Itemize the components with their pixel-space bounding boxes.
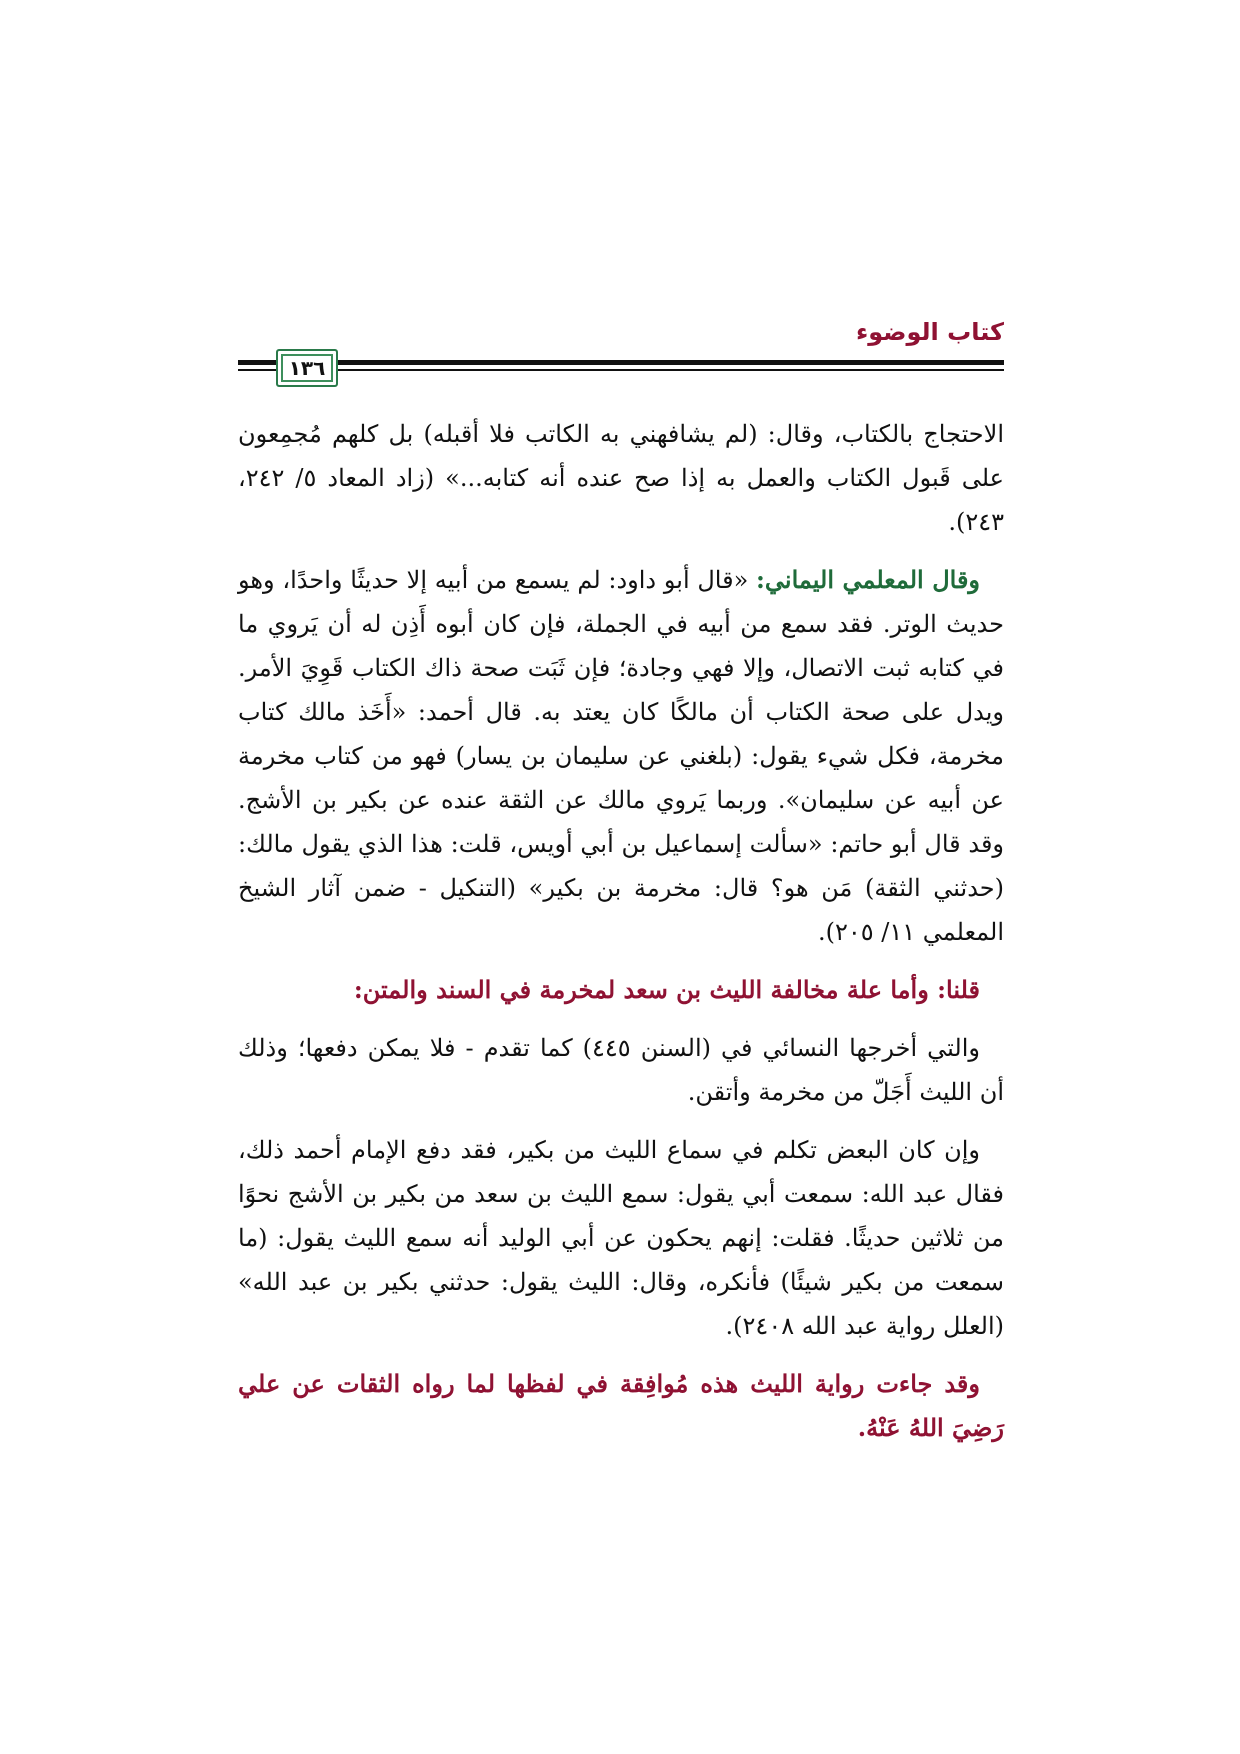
body-text <box>238 412 1004 1464</box>
paragraph-3: والتي أخرجها النسائي في (السنن ٤٤٥) كما تقدم - فلا يمكن دفعها؛ وذلك أن الليث أَجَلّ من مخرمة وأتقن. <box>238 1034 1004 1106</box>
heading-text: وأما علة مخالفة الليث بن سعد لمخرمة في السند والمتن: <box>353 975 938 1004</box>
header-rule-thick <box>238 360 1004 365</box>
page-number: ١٣٦ <box>288 356 326 380</box>
page-header <box>238 306 1004 386</box>
header-rule-thin <box>238 369 1004 371</box>
paragraph-1: الاحتجاج بالكتاب، وقال: (لم يشافهني به الكاتب فلا أقبله) بل كلهم مُجمِعون على قَبول الكتاب والعمل به إذا صح عنده أنه كتابه...» (زاد المعاد ٥/ ٢٤٢، ٢٤٣). <box>238 420 1004 536</box>
paragraph-2 <box>238 558 1004 954</box>
speaker-label: وقال المعلمي اليماني: <box>756 565 981 594</box>
paragraph-5: وقد جاءت رواية الليث هذه مُوافِقة في لفظها لما رواه الثقات عن علي رَضِيَ اللهُ عَنْهُ. <box>238 1369 1004 1442</box>
heading-lead: قلنا: <box>937 975 980 1004</box>
paragraph-2-text: «قال أبو داود: لم يسمع من أبيه إلا حديثًا واحدًا، وهو حديث الوتر. فقد سمع من أبيه في الجملة، فإن كان أبوه أَذِن له أن يَروي ما في كتابه ثبت الاتصال، وإلا فهي وجادة؛ فإن ثَبَت صحة ذاك الكتاب قَوِيَ الأمر. ويدل على صحة الكتاب أن مالكًا كان يعتد به. قال أحمد: «أَخَذ مالك كتاب مخرمة، فكل شيء يقول: (بلغني عن سليمان بن يسار) فهو من كتاب مخرمة عن أبيه عن سليمان». وربما يَروي مالك عن الثقة عنده عن بكير بن الأشج. وقد قال أبو حاتم: «سألت إسماعيل بن أبي أويس، قلت: هذا الذي يقول مالك: (حدثني الثقة) مَن هو؟ قال: مخرمة بن بكير» (التنكيل - ضمن آثار الشيخ المعلمي ١١/ ٢٠٥). <box>238 566 1005 946</box>
chapter-title: كتاب الوضوء <box>855 318 1004 346</box>
paragraph-4: وإن كان البعض تكلم في سماع الليث من بكير، فقد دفع الإمام أحمد ذلك، فقال عبد الله: سمعت أبي يقول: سمع الليث بن سعد من بكير بن الأشج نحوًا من ثلاثين حديثًا. فقلت: إنهم يحكون عن أبي الوليد أنه سمع الليث يقول: (ما سمعت من بكير شيئًا) فأنكره، وقال: الليث يقول: حدثني بكير بن عبد الله» (العلل رواية عبد الله ٢٤٠٨). <box>238 1136 1004 1340</box>
section-heading <box>238 968 1004 1012</box>
page-number-badge <box>276 349 338 387</box>
